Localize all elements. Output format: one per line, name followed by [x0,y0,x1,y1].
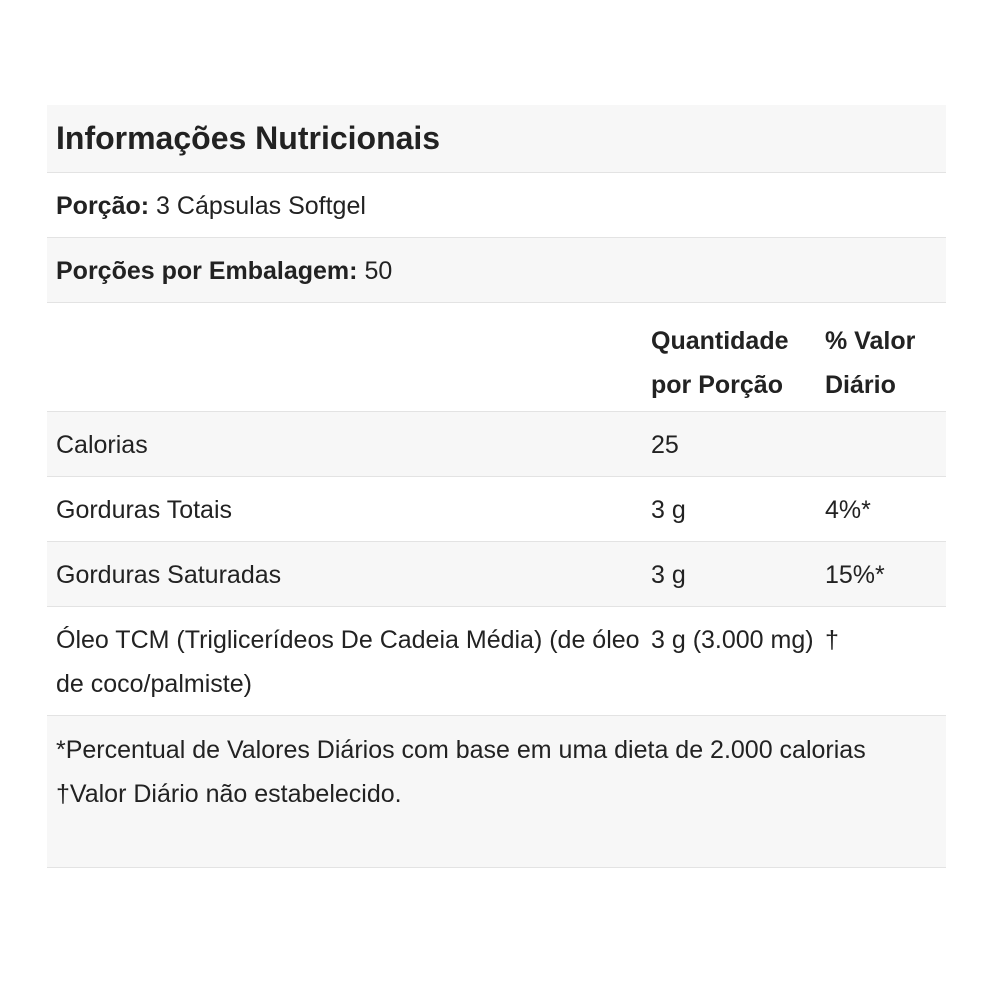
table-row [47,607,946,716]
daily-value-column-header: % Valor Diário [825,327,916,399]
nutrient-amount: 25 [651,431,679,459]
table-row [47,542,946,607]
nutrient-daily-value: 15%* [825,561,885,589]
table-row [47,477,946,542]
footnotes [47,716,946,868]
serving-size-value: 3 Cápsulas Softgel [156,192,366,220]
nutrient-amount: 3 g [651,496,686,524]
nutrient-daily-value: † [825,626,839,654]
nutrient-name: Calorias [56,431,148,459]
amount-column-header: Quantidade por Porção [651,327,789,399]
nutrient-daily-value: 4%* [825,496,871,524]
servings-per-pack-label: Porções por Embalagem: [56,257,358,285]
percent-daily-value-footnote: *Percentual de Valores Diários com base em uma dieta de 2.000 calorias [56,736,866,764]
serving-size-row [47,173,946,238]
nutrient-name: Óleo TCM (Triglicerídeos De Cadeia Média) (de óleo de coco/palmiste) [56,626,640,698]
table-header-row [47,303,946,412]
nutrient-amount: 3 g [651,561,686,589]
nutrient-amount: 3 g (3.000 mg) [651,626,814,654]
nutrition-title: Informações Nutricionais [47,105,946,173]
servings-per-pack-value: 50 [364,257,393,285]
table-row [47,412,946,477]
serving-size-label: Porção: [56,192,150,220]
not-established-footnote: †Valor Diário não estabelecido. [56,780,402,808]
nutrition-facts-panel [47,105,946,868]
nutrient-name: Gorduras Saturadas [56,561,282,589]
servings-per-pack-row [47,238,946,303]
nutrient-name: Gorduras Totais [56,496,233,524]
